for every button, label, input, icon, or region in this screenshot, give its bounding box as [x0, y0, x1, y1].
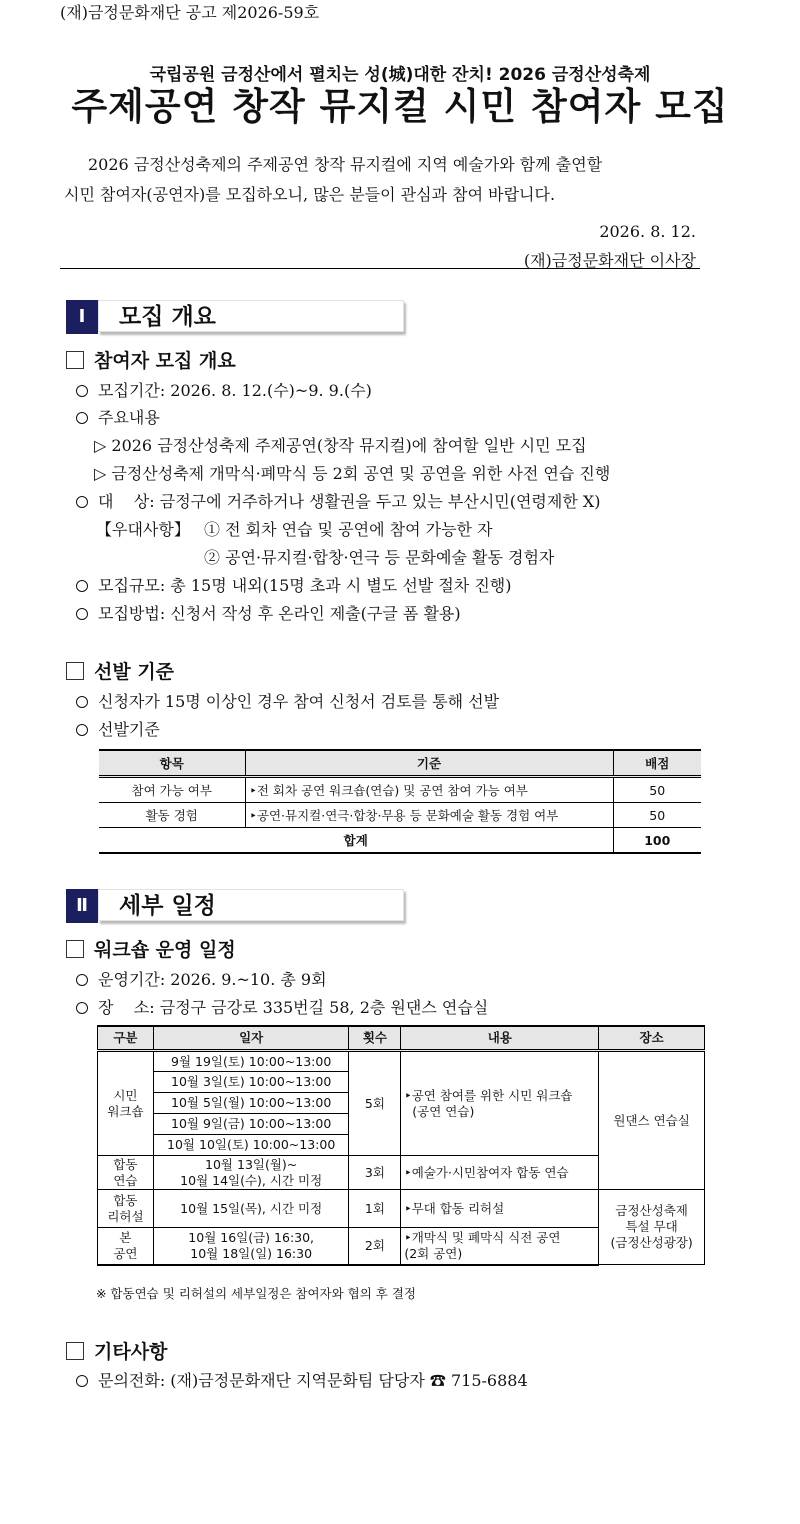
selection-criteria-table: [99, 749, 701, 854]
schedule-note: ※ 합동연습 및 리허설의 세부일정은 참여자와 협의 후 결정: [96, 1286, 416, 1301]
table-cell: ‣전 회차 공연 워크숍(연습) 및 공연 참여 가능 여부: [245, 777, 613, 803]
table-cell: 참여 가능 여부: [99, 777, 245, 803]
table-total-label: 합계: [99, 828, 613, 854]
preference-label: 【우대사항】: [96, 520, 190, 539]
table-cell: 10월 3일(토) 10:00~13:00: [153, 1072, 349, 1093]
table-cell: ‣무대 합동 리허설: [401, 1190, 599, 1228]
overview-heading: [66, 346, 236, 373]
content-item-1: ▷ 2026 금정산성축제 주제공연(창작 뮤지컬)에 참여할 일반 시민 모집: [94, 436, 587, 455]
checkbox-square-icon: [66, 940, 84, 958]
table-cell: 9월 19일(토) 10:00~13:00: [153, 1051, 349, 1072]
selection-heading: [66, 657, 174, 684]
circle-bullet-icon: [76, 580, 88, 592]
notice-date: 2026. 8. 12.: [599, 222, 696, 241]
selection-line-1: 신청자가 15명 이상인 경우 참여 신청서 검토를 통해 선발: [76, 689, 499, 712]
table-row: [99, 803, 701, 828]
table-cell: ‣예술가·시민참여자 합동 연습: [401, 1156, 599, 1190]
recruit-method: 모집방법: 신청서 작성 후 온라인 제출(구글 폼 활용): [76, 601, 461, 624]
table-cell: 합동 연습: [98, 1156, 154, 1190]
table-cell: 10월 5일(월) 10:00~13:00: [153, 1093, 349, 1114]
preference-item-1: ① 전 회차 연습 및 공연에 참여 가능한 자: [204, 520, 493, 539]
content-item-2: ▷ 금정산성축제 개막식·폐막식 등 2회 공연 및 공연을 위한 사전 연습 진행: [94, 464, 611, 483]
table-cell: ‣개막식 및 폐막식 식전 공연 (2회 공연): [401, 1228, 599, 1265]
table-header-cell: 기준: [245, 750, 613, 777]
table-cell: 본 공연: [98, 1228, 154, 1265]
workshop-heading: [66, 935, 236, 962]
circle-bullet-icon: [76, 1002, 88, 1014]
page-title: 주제공연 창작 뮤지컬 시민 참여자 모집: [71, 85, 729, 128]
table-header-row: [99, 750, 701, 777]
table-cell: 10월 13일(월)~ 10월 14일(수), 시간 미정: [153, 1156, 349, 1190]
table-cell: 1회: [349, 1190, 401, 1228]
circle-bullet-icon: [76, 496, 88, 508]
table-cell: 3회: [349, 1156, 401, 1190]
notice-number: (재)금정문화재단 공고 제2026-59호: [60, 3, 320, 22]
circle-bullet-icon: [76, 608, 88, 620]
intro-line-2: 시민 참여자(공연자)를 모집하오니, 많은 분들이 관심과 참여 바랍니다.: [64, 185, 556, 204]
table-cell: 10월 15일(목), 시간 미정: [153, 1190, 349, 1228]
table-total-row: [99, 828, 701, 854]
table-header-cell: 항목: [99, 750, 245, 777]
circle-bullet-icon: [76, 412, 88, 424]
table-cell: 50: [613, 777, 701, 803]
table-cell: 합동 리허설: [98, 1190, 154, 1228]
table-cell: 원댄스 연습실: [599, 1051, 705, 1190]
workshop-schedule-table: [97, 1025, 705, 1266]
table-cell: 10월 16일(금) 16:30, 10월 18일(일) 16:30: [153, 1228, 349, 1265]
table-header-cell: 횟수: [349, 1026, 401, 1051]
table-header-row: [98, 1026, 705, 1051]
intro-paragraph: [64, 150, 704, 210]
section-1-number: Ⅰ: [66, 300, 98, 334]
recruit-period: 모집기간: 2026. 8. 12.(수)~9. 9.(수): [76, 378, 372, 401]
selection-line-2: 선발기준: [76, 717, 160, 740]
overview-heading-text: 참여자 모집 개요: [94, 350, 236, 372]
table-cell: 5회: [349, 1051, 401, 1156]
table-cell: 금정산성축제 특설 무대 (금정산성광장): [599, 1190, 705, 1265]
table-total-value: 100: [613, 828, 701, 854]
circle-bullet-icon: [76, 696, 88, 708]
table-header-cell: 배점: [613, 750, 701, 777]
circle-bullet-icon: [76, 1375, 88, 1387]
table-cell: 시민 워크숍: [98, 1051, 154, 1156]
etc-heading: [66, 1337, 167, 1364]
section-2-header: [66, 889, 406, 923]
preference-item-2: ② 공연·뮤지컬·합창·연극 등 문화예술 활동 경험자: [204, 548, 555, 567]
circle-bullet-icon: [76, 385, 88, 397]
main-content-label: 주요내용: [76, 405, 160, 428]
table-header-cell: 구분: [98, 1026, 154, 1051]
table-header-cell: 일자: [153, 1026, 349, 1051]
page-subtitle: 국립공원 금정산에서 펼치는 성(城)대한 잔치! 2026 금정산성축제: [149, 65, 651, 85]
table-cell: ‣공연·뮤지컬·연극·합창·무용 등 문화예술 활동 경험 여부: [245, 803, 613, 828]
table-cell: 10월 10일(토) 10:00~13:00: [153, 1135, 349, 1156]
table-header-cell: 내용: [401, 1026, 599, 1051]
intro-line-1: 2026 금정산성축제의 주제공연 창작 뮤지컬에 지역 예술가와 함께 출연할: [88, 155, 603, 174]
table-row: [99, 777, 701, 803]
table-row: [98, 1190, 705, 1228]
checkbox-square-icon: [66, 1342, 84, 1360]
table-cell: 2회: [349, 1228, 401, 1265]
etc-heading-text: 기타사항: [94, 1341, 168, 1363]
section-1-label: 모집 개요: [98, 300, 404, 332]
workshop-heading-text: 워크숍 운영 일정: [94, 939, 236, 961]
table-row: [98, 1051, 705, 1072]
table-cell: 50: [613, 803, 701, 828]
section-2-number: Ⅱ: [66, 889, 98, 923]
selection-heading-text: 선발 기준: [94, 661, 175, 683]
table-cell: ‣공연 참여를 위한 시민 워크숍 (공연 연습): [401, 1051, 599, 1156]
recruit-scale: 모집규모: 총 15명 내외(15명 초과 시 별도 선발 절차 진행): [76, 573, 512, 596]
workshop-place: 장 소: 금정구 금강로 335번길 58, 2층 원댄스 연습실: [76, 995, 488, 1018]
checkbox-square-icon: [66, 662, 84, 680]
checkbox-square-icon: [66, 351, 84, 369]
header-divider: [60, 268, 700, 269]
section-2-label: 세부 일정: [98, 889, 404, 921]
circle-bullet-icon: [76, 724, 88, 736]
table-header-cell: 장소: [599, 1026, 705, 1051]
circle-bullet-icon: [76, 974, 88, 986]
section-1-header: [66, 300, 406, 334]
contact-phone: 문의전화: (재)금정문화재단 지역문화팀 담당자 ☎ 715-6884: [76, 1368, 528, 1391]
table-cell: 10월 9일(금) 10:00~13:00: [153, 1114, 349, 1135]
signer: (재)금정문화재단 이사장: [523, 251, 696, 270]
table-cell: 활동 경험: [99, 803, 245, 828]
workshop-period: 운영기간: 2026. 9.~10. 총 9회: [76, 967, 327, 990]
recruit-target: 대 상: 금정구에 거주하거나 생활권을 두고 있는 부산시민(연령제한 X): [76, 489, 601, 512]
